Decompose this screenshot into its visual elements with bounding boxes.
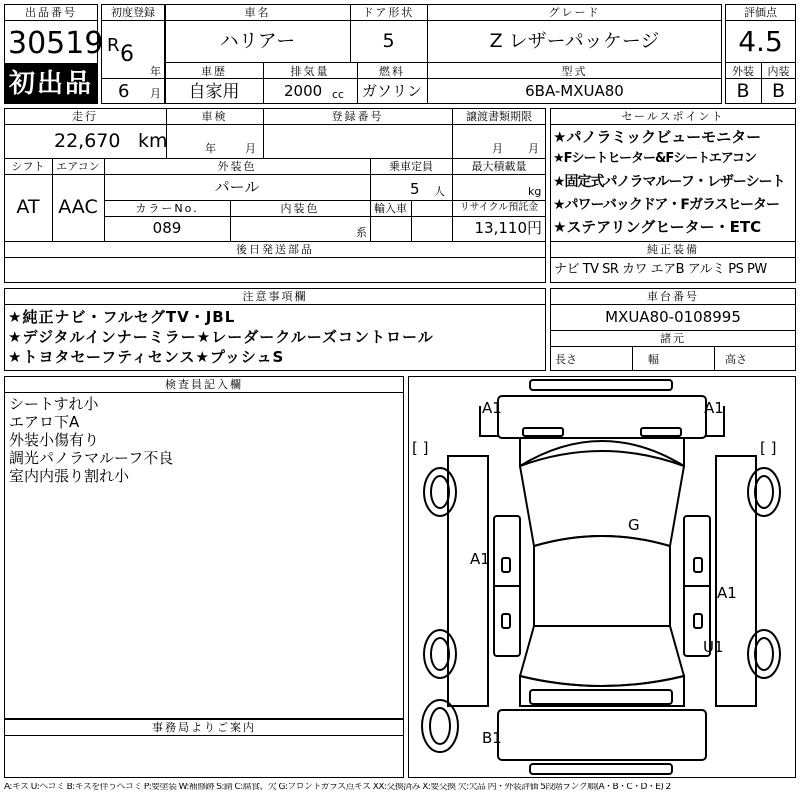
- first-registration-label: 初度登録: [111, 6, 155, 19]
- month-value: 6: [118, 81, 130, 102]
- width-label: 幅: [648, 353, 659, 366]
- mileage-value: 22,670: [54, 130, 121, 152]
- year-value: 6: [120, 42, 134, 67]
- note-2: ★デジタルインナーミラー★レーダークルーズコントロール: [8, 328, 434, 346]
- seats-value: 5: [410, 180, 420, 198]
- displacement-unit: cc: [332, 88, 345, 101]
- exterior-grade-label: 外装: [732, 65, 754, 78]
- fuel-label: 燃料: [379, 65, 405, 78]
- inspection-month-unit: 月: [245, 142, 256, 155]
- color-number-value: 089: [152, 219, 182, 237]
- transfer-day-unit: 月: [528, 142, 539, 155]
- later-parts-label: 後日発送部品: [236, 243, 314, 256]
- height-label: 高さ: [725, 353, 747, 366]
- fuel-value: ガソリン: [361, 82, 422, 100]
- month-unit: 月: [150, 87, 161, 100]
- int-color-unit: 系: [356, 226, 367, 239]
- damage-mark-rear: B1: [482, 729, 502, 747]
- door-value: 5: [382, 30, 395, 52]
- note-3: ★トヨタセーフティセンス★プッシュS: [8, 348, 285, 366]
- import-label: 輸入車: [374, 202, 407, 215]
- transfer-docs-label: 譲渡書類期限: [466, 110, 532, 123]
- history-value: 自家用: [188, 82, 240, 102]
- damage-mark-bracket-left: [ ]: [412, 439, 429, 457]
- damage-mark-front-right: A1: [704, 399, 724, 417]
- specs-label: 諸元: [660, 332, 686, 345]
- aircon-value: AAC: [58, 196, 98, 218]
- model-code-label: 型式: [561, 65, 588, 78]
- lot-number-value: 30519: [8, 26, 104, 61]
- int-color-label: 内装色: [280, 202, 320, 215]
- lot-number-label: 出品番号: [25, 6, 77, 19]
- inspector-note-2: エアロ下A: [9, 413, 80, 431]
- door-label: ドア形状: [362, 6, 415, 19]
- mileage-label: 走行: [72, 110, 98, 123]
- inspector-label: 検査員記入欄: [165, 378, 243, 391]
- shift-label: シフト: [11, 160, 45, 173]
- transfer-month-unit: 月: [492, 142, 503, 155]
- model-code-value: 6BA-MXUA80: [525, 82, 624, 100]
- selling-point-2: ★Fシートヒーター&Fシートエアコン: [553, 151, 757, 166]
- genuine-equipment-label: 純正装備: [647, 243, 699, 256]
- max-load-unit: kg: [528, 185, 542, 198]
- history-label: 車歴: [201, 65, 227, 78]
- office-notice-label: 事務局よりご案内: [152, 721, 256, 734]
- score-value: 4.5: [738, 25, 783, 58]
- inspector-note-5: 室内内張り割れ小: [9, 467, 130, 485]
- car-name-value: ハリアー: [219, 30, 296, 52]
- inspection-label: 車検: [201, 110, 228, 123]
- car-name-label: 車名: [244, 6, 271, 19]
- aircon-label: エアコン: [56, 160, 100, 173]
- selling-point-1: ★パノラミックビューモニター: [553, 128, 762, 146]
- registration-number-label: 登録番号: [331, 110, 384, 123]
- damage-mark-right-door: A1: [717, 584, 737, 602]
- mileage-unit: km: [138, 130, 168, 152]
- genuine-equipment-value: ナビ TV SR カワ エアB アルミ PS PW: [554, 262, 767, 277]
- displacement-label: 排気量: [290, 65, 330, 78]
- length-label: 長さ: [555, 353, 577, 366]
- color-number-label: カラーNo.: [135, 202, 199, 215]
- seats-unit: 人: [434, 185, 445, 198]
- legend-text: A:キズ U:ヘコミ B:キズを伴うヘコミ P:要塗装 W:補修跡 S:錆 C:腐食、欠 G:フロントガラス点キズ XX:交換済み X:要交換 欠:欠品 内・外装評価 5段階ランク順(A・B・C・D・E) 2: [4, 783, 671, 792]
- inspector-note-1: シートすれ小: [9, 395, 99, 413]
- notes-label: 注意事項欄: [242, 290, 308, 303]
- interior-grade-label: 内装: [767, 65, 790, 78]
- recycle-value: 13,110円: [474, 219, 542, 237]
- car-diagram: [408, 376, 796, 778]
- ext-color-value: パール: [214, 178, 260, 196]
- damage-mark-front-left: A1: [482, 399, 502, 417]
- score-label: 評価点: [744, 6, 777, 19]
- seats-label: 乗車定員: [389, 160, 433, 173]
- selling-point-5: ★ステアリングヒーター・ETC: [553, 218, 762, 236]
- chassis-number-label: 車台番号: [647, 290, 699, 303]
- selling-point-3: ★固定式パノラマルーフ・レザーシート: [553, 174, 785, 190]
- inspection-year-unit: 年: [205, 142, 216, 155]
- shift-value: AT: [16, 196, 40, 218]
- first-listing-badge: 初出品: [4, 64, 98, 104]
- era-value: R: [107, 35, 120, 56]
- damage-mark-right-rear: U1: [703, 638, 724, 656]
- inspector-note-4: 調光パノラマルーフ不良: [9, 449, 174, 467]
- grade-label: グレード: [548, 6, 601, 19]
- chassis-number-value: MXUA80-0108995: [605, 308, 741, 326]
- exterior-grade-value: B: [736, 80, 750, 102]
- recycle-label: リサイクル預託金: [459, 202, 539, 213]
- selling-point-4: ★パワーバックドア・Fガラスヒーター: [553, 197, 780, 213]
- damage-mark-left-door: A1: [470, 550, 490, 568]
- max-load-label: 最大積載量: [471, 160, 527, 173]
- damage-mark-bracket-right: [ ]: [760, 439, 777, 457]
- ext-color-label: 外装色: [217, 160, 257, 173]
- damage-mark-roof: G: [628, 516, 640, 534]
- displacement-value: 2000: [284, 82, 323, 100]
- selling-points-label: セールスポイント: [621, 110, 725, 123]
- note-1: ★純正ナビ・フルセグTV・JBL: [8, 308, 236, 326]
- inspector-note-3: 外装小傷有り: [9, 431, 100, 449]
- grade-value: Z レザーパッケージ: [489, 30, 660, 52]
- year-unit: 年: [150, 65, 161, 78]
- interior-grade-value: B: [771, 80, 786, 102]
